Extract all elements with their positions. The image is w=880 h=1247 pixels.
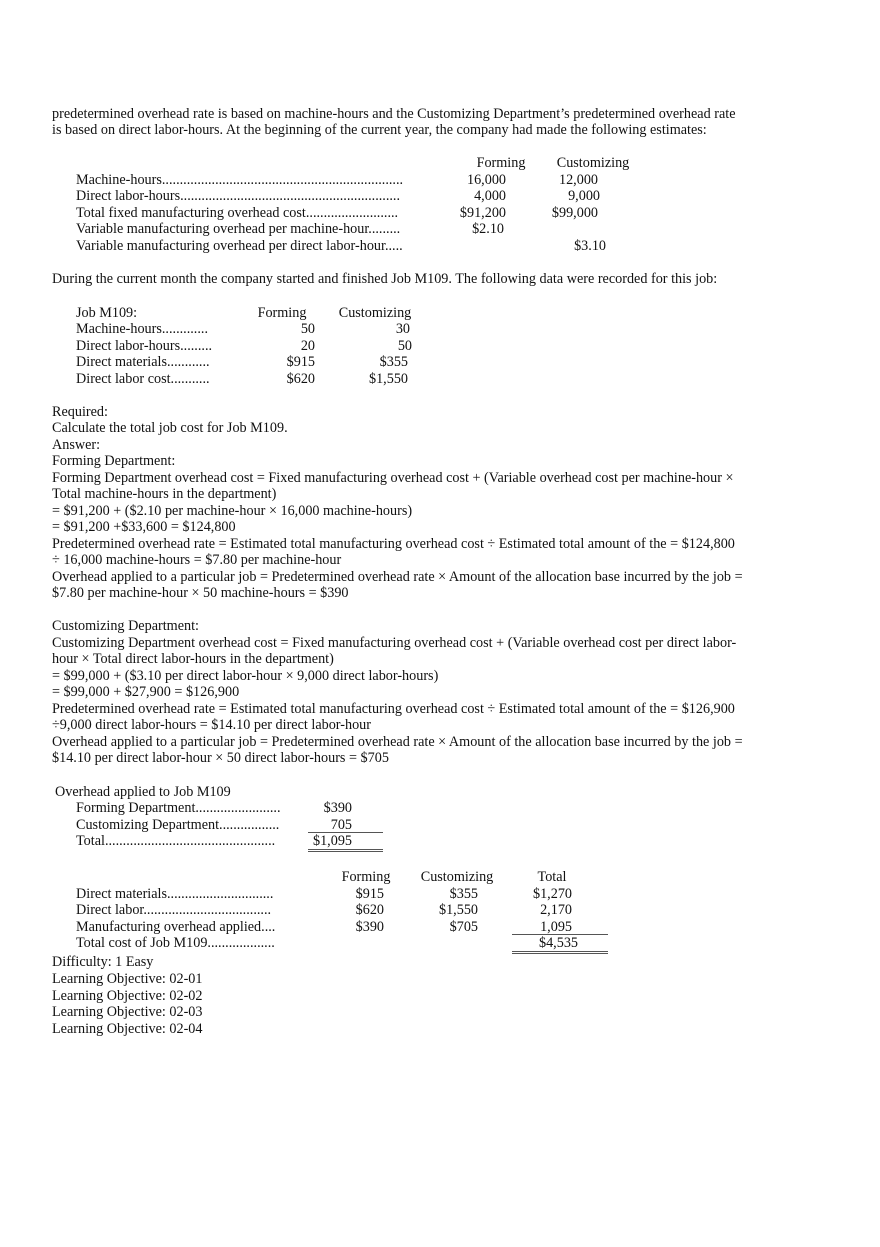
learning-objective: Learning Objective: 02-02: [52, 988, 203, 1004]
applied-row-label: Forming Department........................: [76, 800, 281, 816]
estimates-row-customizing: $3.10: [574, 238, 606, 254]
job-row-customizing: 30: [395, 321, 410, 337]
job-header-forming: Forming: [257, 305, 307, 321]
summary-row-total: $4,535: [538, 935, 578, 951]
learning-objective: Learning Objective: 02-03: [52, 1004, 203, 1020]
forming-line: Forming Department overhead cost = Fixed manufacturing overhead cost + (Variable overhead cost per machine-hour ×: [52, 470, 734, 486]
during-text: During the current month the company started and finished Job M109. The following data were recorded for this job:: [52, 271, 718, 287]
forming-line: Total machine-hours in the department): [52, 486, 277, 502]
summary-row-total: 1,095: [540, 919, 572, 935]
estimates-row-label: Total fixed manufacturing overhead cost..........................: [76, 205, 399, 221]
job-row-forming: $915: [286, 354, 315, 370]
estimates-row-forming: $91,200: [459, 205, 506, 221]
job-header-customizing: Customizing: [338, 305, 412, 321]
applied-row-value: $390: [323, 800, 352, 816]
estimates-row-label: Machine-hours....................................................................: [76, 172, 404, 188]
estimates-header-forming: Forming: [476, 155, 526, 171]
question-text: Calculate the total job cost for Job M109.: [52, 420, 288, 436]
job-row-label: Direct labor-hours.........: [76, 338, 213, 354]
applied-title: Overhead applied to Job M109: [55, 784, 231, 800]
forming-line: Predetermined overhead rate = Estimated total manufacturing overhead cost ÷ Estimated total amount of the = $124,800: [52, 536, 735, 552]
customizing-line: = $99,000 + $27,900 = $126,900: [52, 684, 240, 700]
summary-total-rule: [512, 951, 608, 954]
job-row-forming: 20: [300, 338, 315, 354]
job-row-customizing: $355: [379, 354, 408, 370]
answer-label: Answer:: [52, 437, 101, 453]
summary-row-customizing: $1,550: [438, 902, 478, 918]
estimates-row-label: Variable manufacturing overhead per machine-hour.........: [76, 221, 401, 237]
required-label: Required:: [52, 404, 108, 420]
summary-row-label: Direct labor....................................: [76, 902, 272, 918]
summary-row-customizing: $355: [449, 886, 478, 902]
job-row-customizing: $1,550: [368, 371, 408, 387]
estimates-row-label: Variable manufacturing overhead per direct labor-hour.....: [76, 238, 403, 254]
learning-objective: Learning Objective: 02-01: [52, 971, 203, 987]
summary-header-customizing: Customizing: [420, 869, 494, 885]
job-row-forming: 50: [300, 321, 315, 337]
estimates-row-forming: 16,000: [466, 172, 506, 188]
applied-row-value: 705: [330, 817, 352, 833]
customizing-line: $14.10 per direct labor-hour × 50 direct labor-hours = $705: [52, 750, 389, 766]
estimates-header-customizing: Customizing: [556, 155, 630, 171]
estimates-row-customizing: $99,000: [551, 205, 598, 221]
customizing-line: Predetermined overhead rate = Estimated total manufacturing overhead cost ÷ Estimated total amount of the = $126,900: [52, 701, 735, 717]
job-row-label: Direct labor cost...........: [76, 371, 210, 387]
job-row-label: Direct materials............: [76, 354, 210, 370]
applied-total-rule: [308, 849, 383, 852]
forming-line: $7.80 per machine-hour × 50 machine-hours = $390: [52, 585, 349, 601]
summary-row-label: Total cost of Job M109...................: [76, 935, 275, 951]
summary-row-forming: $915: [355, 886, 384, 902]
customizing-line: hour × Total direct labor-hours in the department): [52, 651, 334, 667]
customizing-line: Customizing Department overhead cost = Fixed manufacturing overhead cost + (Variable overhead cost per direct labor-: [52, 635, 737, 651]
customizing-heading: Customizing Department:: [52, 618, 199, 634]
forming-line: = $91,200 +$33,600 = $124,800: [52, 519, 236, 535]
summary-row-label: Manufacturing overhead applied....: [76, 919, 276, 935]
estimates-row-customizing: 12,000: [558, 172, 598, 188]
job-row-customizing: 50: [397, 338, 412, 354]
forming-line: = $91,200 + ($2.10 per machine-hour × 16,000 machine-hours): [52, 503, 413, 519]
summary-row-forming: $620: [355, 902, 384, 918]
forming-heading: Forming Department:: [52, 453, 176, 469]
estimates-row-customizing: 9,000: [568, 188, 600, 204]
difficulty: Difficulty: 1 Easy: [52, 954, 154, 970]
job-row-label: Machine-hours.............: [76, 321, 208, 337]
forming-line: ÷ 16,000 machine-hours = $7.80 per machine-hour: [52, 552, 342, 568]
customizing-line: ÷9,000 direct labor-hours = $14.10 per direct labor-hour: [52, 717, 371, 733]
summary-header-total: Total: [537, 869, 567, 885]
estimates-row-forming: $2.10: [472, 221, 504, 237]
summary-row-label: Direct materials..............................: [76, 886, 274, 902]
learning-objective: Learning Objective: 02-04: [52, 1021, 203, 1037]
customizing-line: = $99,000 + ($3.10 per direct labor-hour × 9,000 direct labor-hours): [52, 668, 439, 684]
applied-row-label: Customizing Department.................: [76, 817, 280, 833]
summary-row-total: 2,170: [540, 902, 572, 918]
applied-row-value: $1,095: [312, 833, 352, 849]
summary-header-forming: Forming: [341, 869, 391, 885]
job-title: Job M109:: [76, 305, 138, 321]
summary-row-customizing: $705: [449, 919, 478, 935]
estimates-row-forming: 4,000: [474, 188, 506, 204]
customizing-line: Overhead applied to a particular job = Predetermined overhead rate × Amount of the allocation base incurred by the job =: [52, 734, 743, 750]
summary-row-total: $1,270: [532, 886, 572, 902]
intro-line-1: predetermined overhead rate is based on machine-hours and the Customizing Department’s predetermined overhead rate: [52, 106, 736, 122]
forming-line: Overhead applied to a particular job = Predetermined overhead rate × Amount of the allocation base incurred by the job =: [52, 569, 743, 585]
intro-line-2: is based on direct labor-hours. At the beginning of the current year, the company had made the following estimates:: [52, 122, 707, 138]
job-row-forming: $620: [286, 371, 315, 387]
estimates-row-label: Direct labor-hours..............................................................: [76, 188, 401, 204]
applied-row-label: Total................................................: [76, 833, 276, 849]
summary-row-forming: $390: [355, 919, 384, 935]
